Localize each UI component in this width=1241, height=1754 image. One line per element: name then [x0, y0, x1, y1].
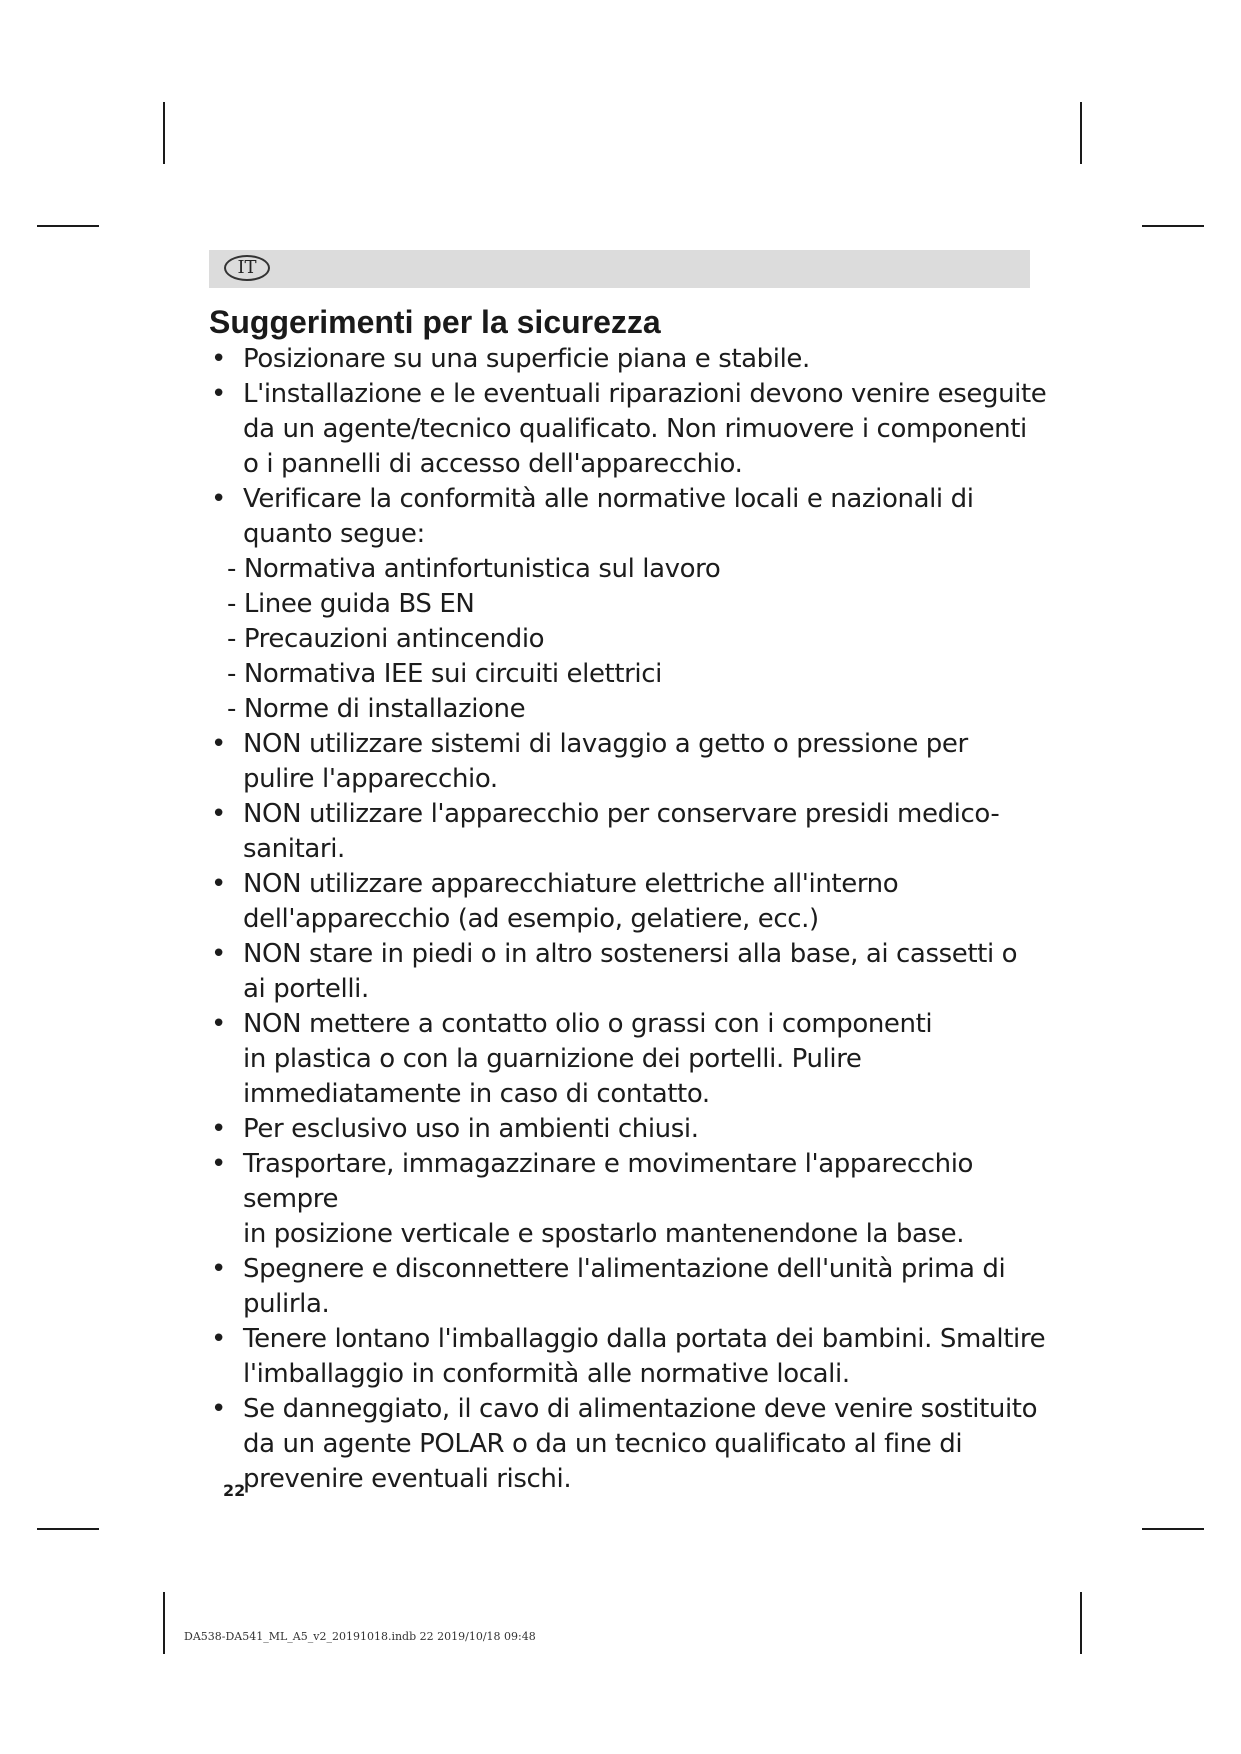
- list-item-line: NON mettere a contatto olio o grassi con i componenti: [243, 1009, 933, 1039]
- page-number: 22: [223, 1481, 246, 1500]
- bullet-list-item: [209, 797, 1049, 867]
- bullet-list-item: [209, 482, 1049, 552]
- list-item-line: L'installazione e le eventuali riparazioni devono venire eseguite: [243, 379, 1047, 409]
- list-item-line: Se danneggiato, il cavo di alimentazione deve venire sostituito: [243, 1394, 1038, 1424]
- bullet-list-item: [209, 1147, 1049, 1252]
- crop-mark-top-right: [1080, 102, 1082, 164]
- list-item-line: in plastica o con la guarnizione dei portelli. Pulire: [243, 1044, 862, 1074]
- list-item-line: NON utilizzare apparecchiature elettriche all'interno: [243, 869, 899, 899]
- list-item-line: Spegnere e disconnettere l'alimentazione dell'unità prima di: [243, 1254, 1006, 1284]
- crop-mark-left-upper: [37, 225, 99, 227]
- list-item-line: Norme di installazione: [243, 694, 526, 724]
- bullet-list-item: [209, 377, 1049, 482]
- list-item-line: Posizionare su una superficie piana e stabile.: [243, 344, 810, 374]
- bullet-list-item: [209, 727, 1049, 797]
- list-item-line: o i pannelli di accesso dell'apparecchio.: [243, 449, 743, 479]
- crop-mark-right-lower: [1142, 1528, 1204, 1530]
- bullet-list-item: [209, 1007, 1049, 1112]
- crop-mark-bottom-left: [163, 1592, 165, 1654]
- crop-mark-left-lower: [37, 1528, 99, 1530]
- list-item-line: Per esclusivo uso in ambienti chiusi.: [243, 1114, 699, 1144]
- list-item-line: NON utilizzare sistemi di lavaggio a getto o pressione per: [243, 729, 968, 759]
- list-item-line: pulirla.: [243, 1289, 330, 1319]
- list-item-line: Normativa IEE sui circuiti elettrici: [243, 659, 662, 689]
- list-item-line: NON stare in piedi o in altro sostenersi alla base, ai cassetti o: [243, 939, 1018, 969]
- list-item-line: dell'apparecchio (ad esempio, gelatiere, ecc.): [243, 904, 819, 934]
- language-header-band: [209, 250, 1030, 288]
- list-item-line: Normativa antinfortunistica sul lavoro: [243, 554, 721, 584]
- bullet-list-item: [209, 1112, 1049, 1147]
- list-item-line: Verificare la conformità alle normative locali e nazionali di: [243, 484, 974, 514]
- list-item-line: in posizione verticale e spostarlo mantenendone la base.: [243, 1219, 965, 1249]
- language-badge: IT: [224, 255, 270, 281]
- sub-list-item: [209, 587, 1049, 622]
- sub-list-item: [209, 622, 1049, 657]
- crop-mark-top-left: [163, 102, 165, 164]
- list-item-line: Precauzioni antincendio: [243, 624, 545, 654]
- list-item-line: immediatamente in caso di contatto.: [243, 1079, 710, 1109]
- bullet-list-item: [209, 1392, 1049, 1497]
- list-item-line: ai portelli.: [243, 974, 369, 1004]
- sub-list-item: [209, 692, 1049, 727]
- list-item-line: Trasportare, immagazzinare e movimentare l'apparecchio sempre: [243, 1149, 974, 1214]
- bullet-list-item: [209, 937, 1049, 1007]
- list-item-line: da un agente/tecnico qualificato. Non rimuovere i componenti: [243, 414, 1027, 444]
- safety-list: [209, 342, 1049, 1497]
- list-item-line: da un agente POLAR o da un tecnico qualificato al fine di: [243, 1429, 963, 1459]
- section-title: Suggerimenti per la sicurezza: [209, 304, 661, 340]
- print-slug: DA538-DA541_ML_A5_v2_20191018.indb 22 2019/10/18 09:48: [184, 1630, 536, 1643]
- bullet-list-item: [209, 1252, 1049, 1322]
- crop-mark-right-upper: [1142, 225, 1204, 227]
- sub-list-item: [209, 552, 1049, 587]
- crop-mark-bottom-right: [1080, 1592, 1082, 1654]
- list-item-line: Tenere lontano l'imballaggio dalla portata dei bambini. Smaltire: [243, 1324, 1046, 1354]
- list-item-line: NON utilizzare l'apparecchio per conservare presidi medico-: [243, 799, 1000, 829]
- bullet-list-item: [209, 867, 1049, 937]
- bullet-list-item: [209, 1322, 1049, 1392]
- list-item-line: pulire l'apparecchio.: [243, 764, 498, 794]
- safety-section: [209, 302, 1049, 1497]
- list-item-line: l'imballaggio in conformità alle normative locali.: [243, 1359, 850, 1389]
- list-item-line: Linee guida BS EN: [243, 589, 475, 619]
- list-item-line: sanitari.: [243, 834, 345, 864]
- list-item-line: prevenire eventuali rischi.: [243, 1464, 572, 1494]
- bullet-list-item: [209, 342, 1049, 377]
- list-item-line: quanto segue:: [243, 519, 425, 549]
- sub-list-item: [209, 657, 1049, 692]
